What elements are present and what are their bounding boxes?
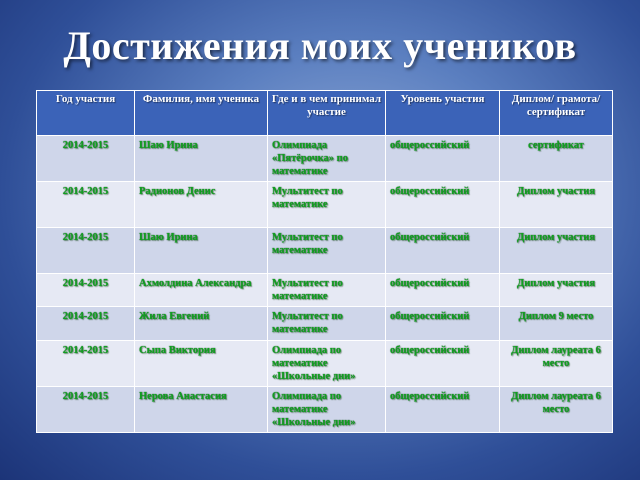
cell-level: общероссийский (386, 387, 500, 433)
cell-level: общероссийский (386, 182, 500, 228)
cell-level: общероссийский (386, 228, 500, 274)
cell-year: 2014-2015 (37, 274, 135, 307)
slide-title: Достижения моих учеников (63, 23, 577, 68)
cell-event: Мультитест по математике (268, 182, 386, 228)
header-student: Фамилия, имя ученика (135, 91, 268, 136)
cell-event: Олимпиада по математике «Школьные дни» (268, 387, 386, 433)
cell-award: Диплом участия (500, 228, 613, 274)
cell-student: Шаю Ирина (135, 228, 268, 274)
cell-student: Радионов Денис (135, 182, 268, 228)
cell-level: общероссийский (386, 136, 500, 182)
cell-award: Диплом лауреата 6 место (500, 341, 613, 387)
table-row (37, 228, 613, 274)
table-row (37, 136, 613, 182)
table-row (37, 387, 613, 433)
header-row (37, 91, 613, 136)
cell-event: Мультитест по математике (268, 228, 386, 274)
cell-student: Нерова Анастасия (135, 387, 268, 433)
cell-award: Диплом лауреата 6 место (500, 387, 613, 433)
header-year: Год участия (37, 91, 135, 136)
achievements-table (36, 90, 613, 433)
cell-award: Диплом участия (500, 274, 613, 307)
cell-level: общероссийский (386, 307, 500, 341)
cell-level: общероссийский (386, 274, 500, 307)
header-award: Диплом/ грамота/ сертификат (500, 91, 613, 136)
cell-student: Ахмолдина Александра (135, 274, 268, 307)
cell-year: 2014-2015 (37, 341, 135, 387)
cell-year: 2014-2015 (37, 228, 135, 274)
table-row (37, 182, 613, 228)
cell-student: Жила Евгений (135, 307, 268, 341)
header-level: Уровень участия (386, 91, 500, 136)
table-row (37, 307, 613, 341)
cell-year: 2014-2015 (37, 387, 135, 433)
cell-year: 2014-2015 (37, 307, 135, 341)
cell-event: Олимпиада по математике «Школьные дни» (268, 341, 386, 387)
cell-award: сертификат (500, 136, 613, 182)
cell-award: Диплом 9 место (500, 307, 613, 341)
cell-event: Мультитест по математике (268, 307, 386, 341)
table-row (37, 341, 613, 387)
header-event: Где и в чем принимал участие (268, 91, 386, 136)
cell-year: 2014-2015 (37, 136, 135, 182)
cell-event: Мультитест по математике (268, 274, 386, 307)
cell-student: Сыпа Виктория (135, 341, 268, 387)
cell-year: 2014-2015 (37, 182, 135, 228)
cell-event: Олимпиада «Пятёрочка» по математике (268, 136, 386, 182)
cell-level: общероссийский (386, 341, 500, 387)
table-row (37, 274, 613, 307)
cell-award: Диплом участия (500, 182, 613, 228)
cell-student: Шаю Ирина (135, 136, 268, 182)
